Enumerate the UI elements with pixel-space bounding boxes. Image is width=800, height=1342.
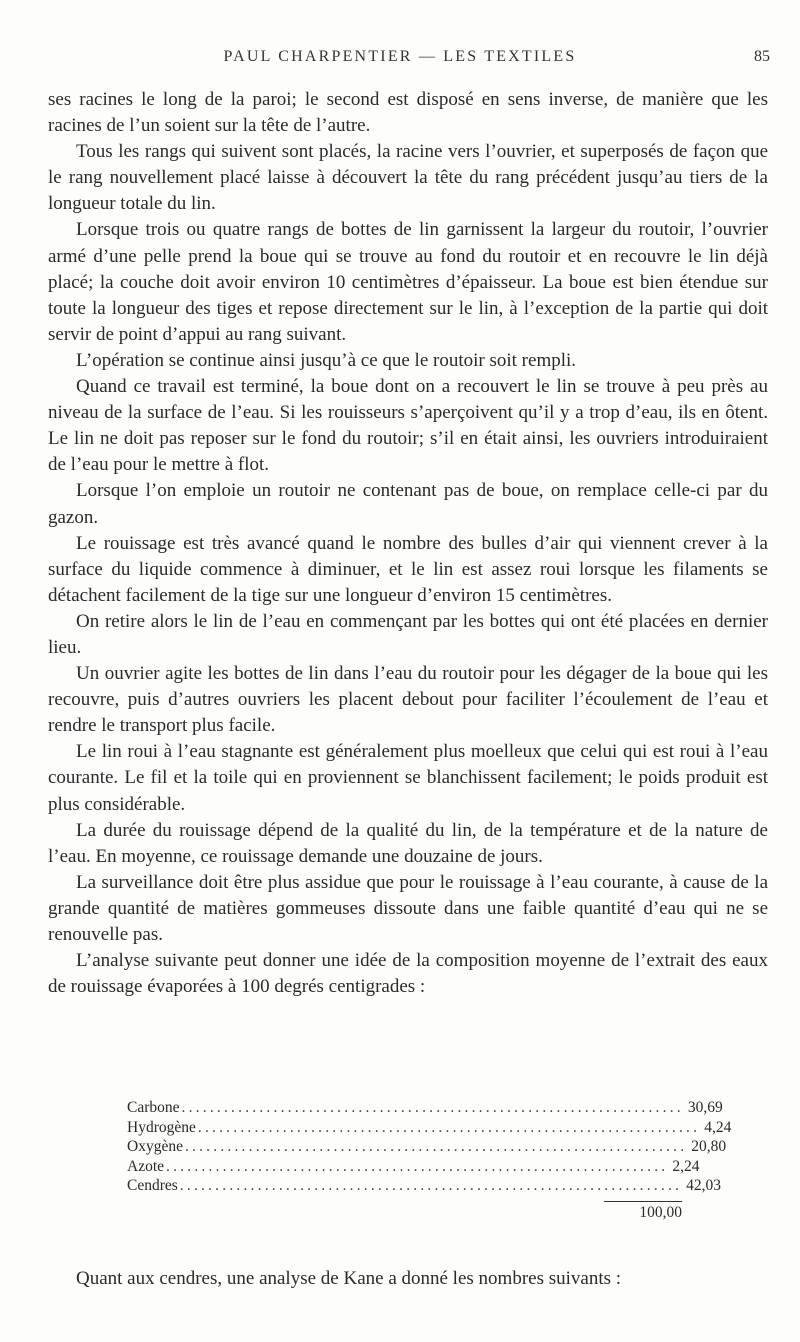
paragraph: ses racines le long de la paroi; le second est disposé en sens inverse, de manière que les racines de l’un soient sur la tête de l’autre. <box>48 89 768 137</box>
paragraph: Quand ce travail est terminé, la boue dont on a recouvert le lin se trouve à peu près au niveau de la surface de l’eau. Si les rouisseurs s’aperçoivent qu’il y a trop d’eau, ils en ôtent. Le lin ne doit pas reposer sur le fond du routoir; s’il en était ainsi, les ouvriers introduiraient de l’eau pour le mettre à flot. <box>48 376 768 476</box>
paragraph: L’analyse suivante peut donner une idée de la composition moyenne de l’extrait des eaux de rouissage évaporées à 100 degrés centigrades : <box>48 950 768 998</box>
running-title: PAUL CHARPENTIER — LES TEXTILES <box>223 48 577 65</box>
table-row <box>127 1118 732 1139</box>
running-head <box>0 48 800 70</box>
paragraph: La surveillance doit être plus assidue que pour le rouissage à l’eau courante, à cause de la grande quantité de matières gommeuses dissoute dans une faible quantité d’eau qui ne se renouvelle pas. <box>48 871 768 945</box>
element-value: 42,03 <box>686 1177 721 1194</box>
paragraph: Le rouissage est très avancé quand le nombre des bulles d’air qui viennent crever à la surface du liquide commence à diminuer, et le lin est assez roui lorsque les filaments se détachent facilement de la tige sur une longueur d’environ 15 centimètres. <box>48 532 768 606</box>
paragraph: L’opération se continue ainsi jusqu’à ce que le routoir soit rempli. <box>76 349 577 371</box>
dot-leader: ....................................................................... <box>166 1157 669 1175</box>
element-name: Carbone <box>127 1099 180 1116</box>
dot-leader: ....................................................................... <box>184 1138 688 1155</box>
composition-table <box>127 1099 732 1224</box>
dot-leader: ....................................................................... <box>179 1177 683 1194</box>
element-name: Hydrogène <box>127 1118 196 1136</box>
table-row <box>127 1138 727 1158</box>
element-value: 30,69 <box>687 1099 723 1116</box>
body-text <box>48 87 768 1000</box>
paragraph: Lorsque l’on emploie un routoir ne contenant pas de boue, on remplace celle-ci par du gazon. <box>48 480 768 528</box>
dot-leader: ....................................................................... <box>197 1118 701 1136</box>
paragraph: Un ouvrier agite les bottes de lin dans l’eau du routoir pour les dégager de la boue qui les recouvre, puis d’autres ouvriers les placent debout pour faciliter l’écoulement de l’eau et rendre le transport plus facile. <box>48 663 768 737</box>
page-number: 85 <box>754 48 770 65</box>
element-name: Azote <box>127 1157 165 1175</box>
element-value: 20,80 <box>691 1138 727 1155</box>
paragraph: Lorsque trois ou quatre rangs de bottes de lin garnissent la largeur du routoir, l’ouvrier armé d’une pelle prend la boue qui se trouve au fond du routoir et en recouvre le lin déjà placé; la couche doit avoir environ 10 centimètres d’épaisseur. La boue est bien étendue sur toute la longueur des tiges et repose directement sur le lin, à l’exception de la partie qui doit servir de point d’appui au rang suivant. <box>48 219 768 345</box>
total-value: 100,00 <box>639 1203 682 1221</box>
element-name: Cendres <box>127 1177 178 1194</box>
paragraph: Tous les rangs qui suivent sont placés, la racine vers l’ouvrier, et superposés de façon que le rang nouvellement placé laisse à découvert la tête du rang précédent jusqu’au tiers de la longueur totale du lin. <box>48 141 768 215</box>
element-value: 4,24 <box>704 1118 732 1136</box>
sum-rule <box>604 1201 682 1202</box>
dot-leader: ....................................................................... <box>181 1099 684 1116</box>
total-row <box>127 1204 682 1224</box>
closing-sentence: Quant aux cendres, une analyse de Kane a donné les nombres suivants : <box>76 1268 622 1289</box>
paragraph: La durée du rouissage dépend de la qualité du lin, de la température et de la nature de l’eau. En moyenne, ce rouissage demande une douzaine de jours. <box>48 819 768 867</box>
element-name: Oxygène <box>127 1138 183 1155</box>
table-row <box>127 1177 721 1197</box>
paragraph: On retire alors le lin de l’eau en commençant par les bottes qui ont été placées en dernier lieu. <box>48 610 768 658</box>
table-row <box>127 1157 700 1178</box>
table-row <box>127 1099 723 1119</box>
element-value: 2,24 <box>672 1157 700 1175</box>
paragraph: Le lin roui à l’eau stagnante est généralement plus moelleux que celui qui est roui à l’eau courante. Le fil et la toile qui en proviennent se blanchissent facilement; le poids produit est plus considérable. <box>48 741 768 815</box>
